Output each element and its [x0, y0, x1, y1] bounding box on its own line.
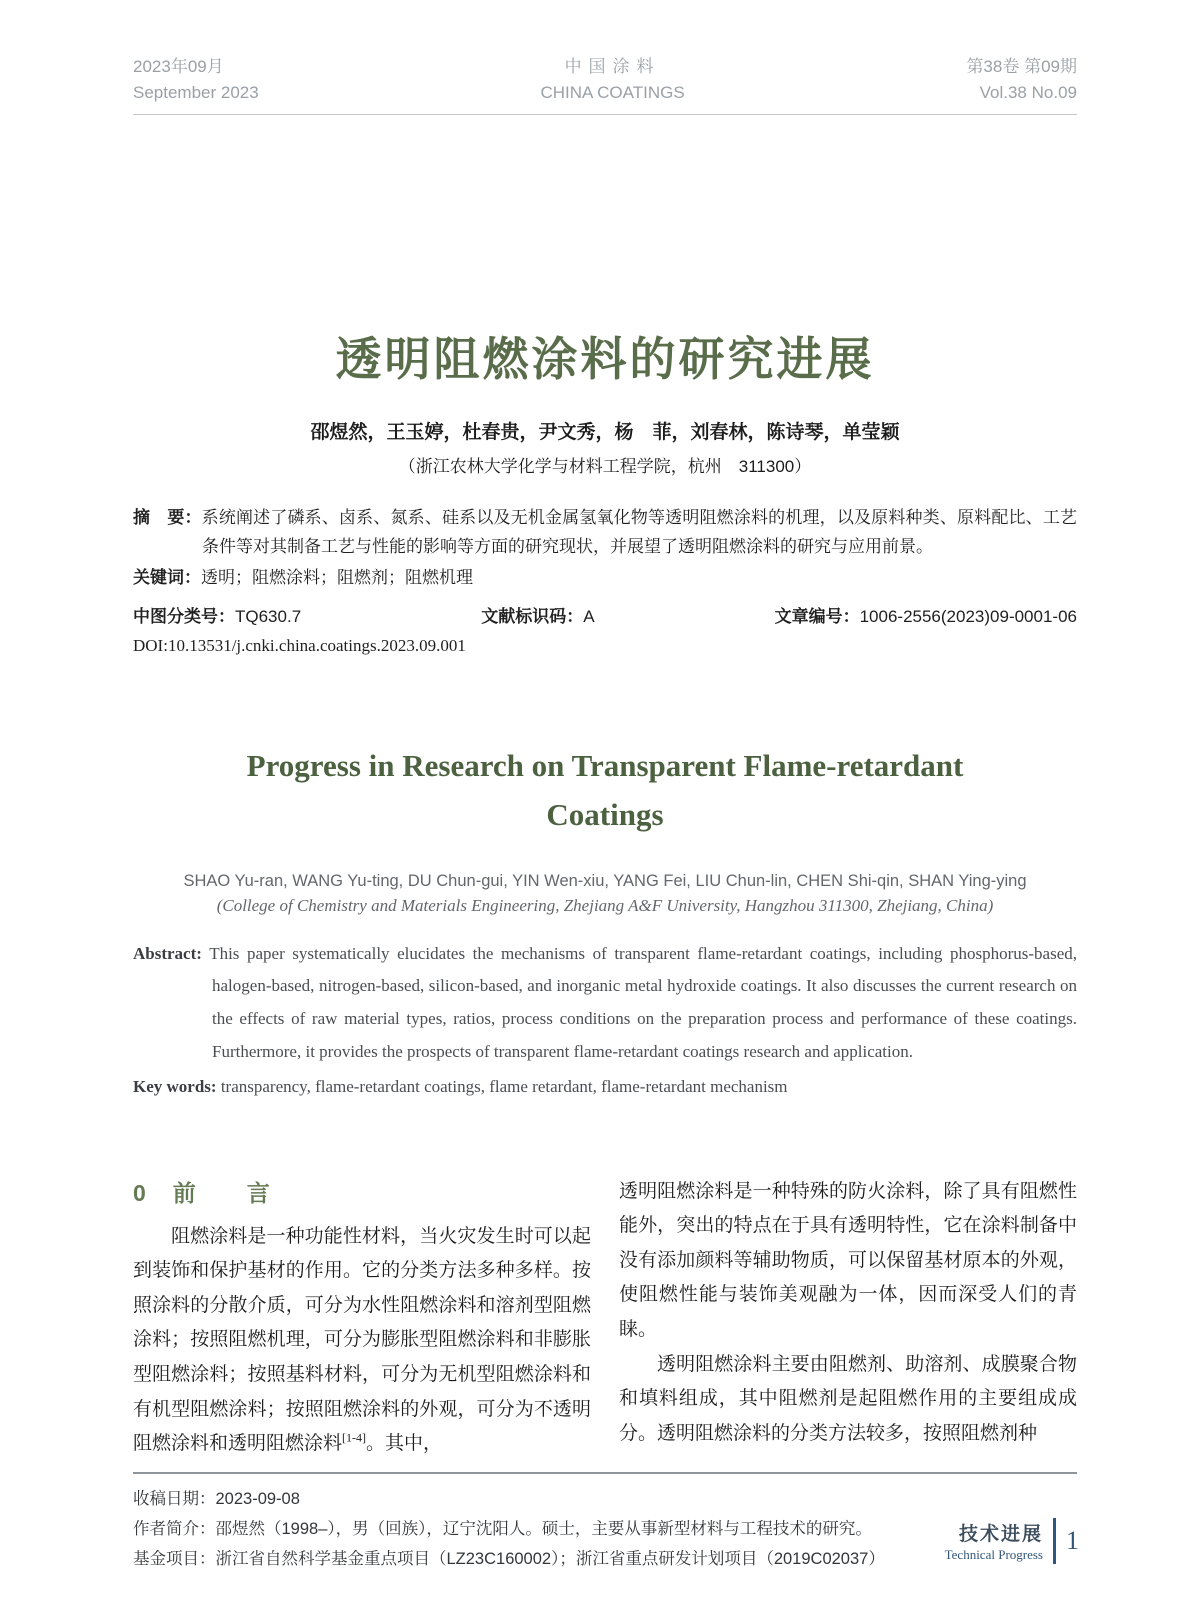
article-number [775, 602, 1077, 627]
funding-value: 浙江省自然科学基金重点项目（LZ23C160002）；浙江省重点研发计划项目（2019C02037） [215, 1549, 885, 1568]
received-date-value: 2023-09-08 [215, 1489, 300, 1508]
authors-en: SHAO Yu-ran, WANG Yu-ting, DU Chun-gui, YIN Wen-xiu, YANG Fei, LIU Chun-lin, CHEN Shi-qin, SHAN Ying-ying [183, 871, 1027, 890]
journal-name-en: CHINA COATINGS [540, 82, 685, 102]
classification-row [133, 602, 1077, 627]
section-0-title: 前 言 [172, 1179, 284, 1206]
keywords-en-text: transparency, flame-retardant coatings, flame retardant, flame-retardant mechanism [220, 1077, 788, 1097]
journal-name-zh: 中国涂料 [564, 57, 661, 76]
document-code-label: 文献标识码： [481, 606, 584, 626]
author-bio-label: 作者简介： [133, 1519, 216, 1538]
clc-value: TQ630.7 [235, 606, 302, 626]
running-head-date [133, 54, 259, 105]
document-code [481, 602, 594, 627]
intro-text-start: 阻燃涂料是一种功能性材料，当火灾发生时可以起到装饰和保护基材的作用。它的分类方法多种多样。按照涂料的分散介质，可分为水性阻燃涂料和溶剂型阻燃涂料；按照阻燃机理，可分为膨胀型阻燃涂料和非膨胀型阻燃涂料；按照基料材料，可分为无机型阻燃涂料和有机型阻燃涂料；按照阻燃涂料的外观，可分为不透明阻燃涂料和透明阻燃涂料 [133, 1225, 591, 1455]
doi: DOI:10.13531/j.cnki.china.coatings.2023.09.001 [133, 635, 466, 655]
page-footer [945, 1518, 1079, 1564]
abstract-zh-label: 摘 要： [133, 508, 202, 527]
abstract-zh [133, 503, 1077, 561]
running-head [133, 0, 1077, 115]
received-date-note [133, 1484, 1077, 1514]
abstract-en [133, 938, 1077, 1069]
page-number: 1 [1066, 1526, 1079, 1555]
abstract-en-label: Abstract: [133, 943, 202, 963]
article-number-label: 文章编号： [774, 606, 860, 626]
intro-paragraph-2: 透明阻燃涂料主要由阻燃剂、助溶剂、成膜聚合物和填料组成，其中阻燃剂是起阻燃作用的主要组成成分。透明阻燃涂料的分类方法较多，按照阻燃剂种 [619, 1353, 1077, 1444]
document-code-value: A [583, 606, 595, 626]
article-title-zh: 透明阻燃涂料的研究进展 [335, 333, 875, 385]
intro-paragraph-continued: 透明阻燃涂料是一种特殊的防火涂料，除了具有阻燃性能外，突出的特点在于具有透明特性，它在涂料制备中没有添加颜料等辅助物质，可以保留基材原本的外观，使阻燃性能与装饰美观融为一体，因而深受人们的青睐。 [619, 1180, 1077, 1341]
issue-date-en: September 2023 [133, 82, 259, 102]
affiliation-en: (College of Chemistry and Materials Engineering, Zhejiang A&F University, Hangzhou 311300, Zhejiang, China) [216, 895, 994, 915]
keywords-zh-label: 关键词： [133, 568, 201, 588]
running-head-issue [966, 54, 1077, 105]
clc-label: 中图分类号： [133, 606, 235, 626]
article-number-value: 1006-2556(2023)09-0001-06 [859, 606, 1077, 626]
clc-number [133, 602, 301, 627]
authors-zh: 邵煜然，王玉婷，杜春贵，尹文秀，杨 菲，刘春林，陈诗琴，单莹颖 [310, 422, 900, 443]
affiliation-zh: （浙江农林大学化学与材料工程学院，杭州 311300） [398, 457, 812, 476]
keywords-en [133, 1072, 1077, 1103]
front-matter-zh [133, 503, 1077, 656]
volume-issue-en: Vol.38 No.09 [979, 82, 1077, 102]
keywords-zh-text: 透明；阻燃涂料；阻燃剂；阻燃机理 [201, 568, 473, 588]
intro-text-tail: 。其中， [366, 1433, 443, 1455]
abstract-zh-text: 系统阐述了磷系、卤系、氮系、硅系以及无机金属氢氧化物等透明阻燃涂料的机理，以及原料种类、原料配比、工艺条件等对其制备工艺与性能的影响等方面的研究现状，并展望了透明阻燃涂料的研究与应用前景。 [201, 508, 1078, 557]
issue-date-zh: 2023年09月 [133, 57, 224, 76]
right-column [619, 1175, 1077, 1462]
section-0-number: 0 [133, 1179, 147, 1206]
keywords-zh [133, 563, 1077, 592]
intro-paragraph-left [133, 1220, 591, 1462]
funding-label: 基金项目： [133, 1549, 216, 1568]
section-0-heading [133, 1175, 591, 1208]
author-bio-note [133, 1514, 1077, 1544]
column-label-zh: 技术进展 [958, 1524, 1043, 1545]
funding-note [133, 1544, 1077, 1574]
keywords-en-label: Key words: [133, 1077, 217, 1097]
abstract-en-text: This paper systematically elucidates the mechanisms of transparent flame-retardant coatings, including phosphorus-based, halogen-based, nitrogen-based, silicon-based, and inorganic metal hydroxide coatings. It also discusses the current research on the effects of raw material types, ratios, process conditions on the preparation process and performance of these coatings. Furthermore, it provides the prospects of transparent flame-retardant coatings research and application. [209, 943, 1077, 1061]
volume-issue-zh: 第38卷 第09期 [966, 57, 1077, 76]
footnotes [133, 1472, 1077, 1574]
left-column [133, 1175, 591, 1462]
article-title-en: Progress in Research on Transparent Flame-retardant Coatings [246, 747, 964, 832]
column-label [945, 1519, 1053, 1563]
running-head-journal [540, 54, 684, 105]
column-label-en: Technical Progress [944, 1547, 1043, 1562]
citation-ref: [1-4] [342, 1430, 367, 1445]
received-date-label: 收稿日期： [133, 1489, 216, 1508]
author-bio-value: 邵煜然（1998–），男（回族），辽宁沈阳人。硕士，主要从事新型材料与工程技术的研究。 [215, 1519, 872, 1538]
body-columns [133, 1175, 1077, 1462]
